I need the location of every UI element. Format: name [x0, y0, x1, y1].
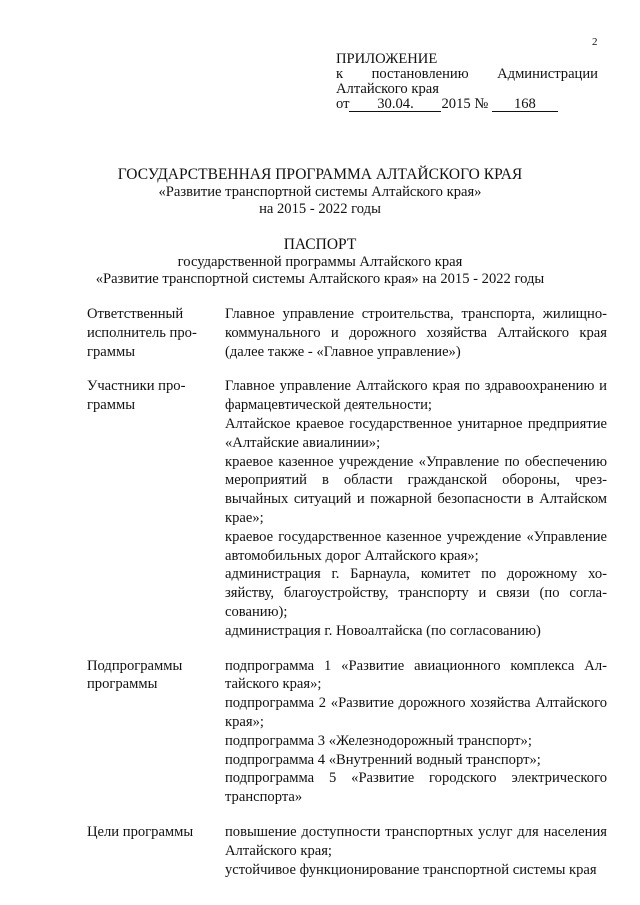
- row-item: повышение доступности транспортных услуг для населения Алтайского края;: [225, 823, 607, 859]
- page-number: 2: [592, 36, 598, 48]
- annex-k: к: [336, 66, 344, 82]
- annex-date-prefix: от: [336, 96, 350, 112]
- annex-date-value: 30.04.: [349, 97, 441, 112]
- row-value: [225, 305, 607, 361]
- passport-program-name: «Развитие транспортной системы Алтайского края» на 2015 - 2022 годы: [95, 271, 545, 287]
- row-label: Подпрограммы программы: [87, 657, 183, 693]
- row-item: администрация г. Новоалтайска (по согласованию): [225, 622, 541, 639]
- annex-line-1: [336, 67, 598, 82]
- annex-administration: Администрации: [497, 66, 598, 82]
- row-item: Алтайское краевое государственное унитарное предприятие «Алтайские авиалинии»;: [225, 415, 607, 451]
- annex-region: Алтайского края: [336, 81, 439, 97]
- row-item: подпрограмма 3 «Железнодорожный транспорт»;: [225, 732, 532, 749]
- row-value: [225, 377, 607, 640]
- program-title: ГОСУДАРСТВЕННАЯ ПРОГРАММА АЛТАЙСКОГО КРАЯ: [117, 166, 523, 183]
- passport-subtitle: государственной программы Алтайского края: [177, 253, 463, 270]
- row-label: Цели программы: [87, 823, 194, 840]
- passport-title: ПАСПОРТ: [283, 236, 357, 253]
- row-item: подпрограмма 5 «Развитие городского электрического транспорта»: [225, 770, 607, 806]
- annex-date-line: [336, 97, 598, 112]
- passport-row-goals: [87, 823, 607, 879]
- program-years: на 2015 - 2022 годы: [259, 201, 381, 217]
- row-item: Главное управление строительства, транспорта, жилищно-коммунального и дорожного хозяйства Алтайского края (далее также - «Главное управление»): [225, 306, 607, 360]
- row-item: подпрограмма 4 «Внутренний водный транспорт»;: [225, 751, 541, 768]
- annex-resolution-word: постановлению: [371, 66, 469, 82]
- row-item: Главное управление Алтайского края по здравоохранению и фармацевтической деятельности;: [225, 378, 607, 414]
- row-item: краевое казенное учреждение «Управление по обеспечению мероприятий в области гражданской обороны, чрезвычайных ситуаций и пожарной безопасности в Алтайском крае»;: [225, 453, 607, 526]
- row-item: краевое государственное казенное учреждение «Управление автомобильных дорог Алтайского края»;: [225, 528, 607, 564]
- row-value: [225, 657, 607, 807]
- passport-row-responsible: [87, 305, 607, 361]
- annex-title: ПРИЛОЖЕНИЕ: [336, 51, 438, 67]
- passport-row-subprograms: [87, 657, 607, 807]
- annex-year: 2015 №: [441, 96, 489, 112]
- program-subtitle: «Развитие транспортной системы Алтайского края»: [158, 183, 482, 200]
- passport-table: [87, 305, 607, 895]
- annex-number-value: 168: [492, 97, 558, 112]
- row-item: подпрограмма 2 «Развитие дорожного хозяйства Алтайского края»;: [225, 695, 607, 730]
- row-item: подпрограмма 1 «Развитие авиационного комплекса Алтайского края»;: [225, 657, 607, 693]
- passport-row-participants: [87, 377, 607, 640]
- annex-block: [336, 52, 598, 112]
- passport-heading-block: [0, 236, 640, 289]
- row-item: администрация г. Барнаула, комитет по дорожному хозяйству, благоустройству, транспорту и связи (по согласованию);: [225, 566, 607, 620]
- row-label: Участники программы: [87, 378, 186, 414]
- row-label: Ответственный исполнитель программы: [87, 306, 197, 360]
- program-title-block: [0, 166, 640, 219]
- row-value: [225, 823, 607, 879]
- row-item: устойчивое функционирование транспортной системы края: [225, 861, 597, 878]
